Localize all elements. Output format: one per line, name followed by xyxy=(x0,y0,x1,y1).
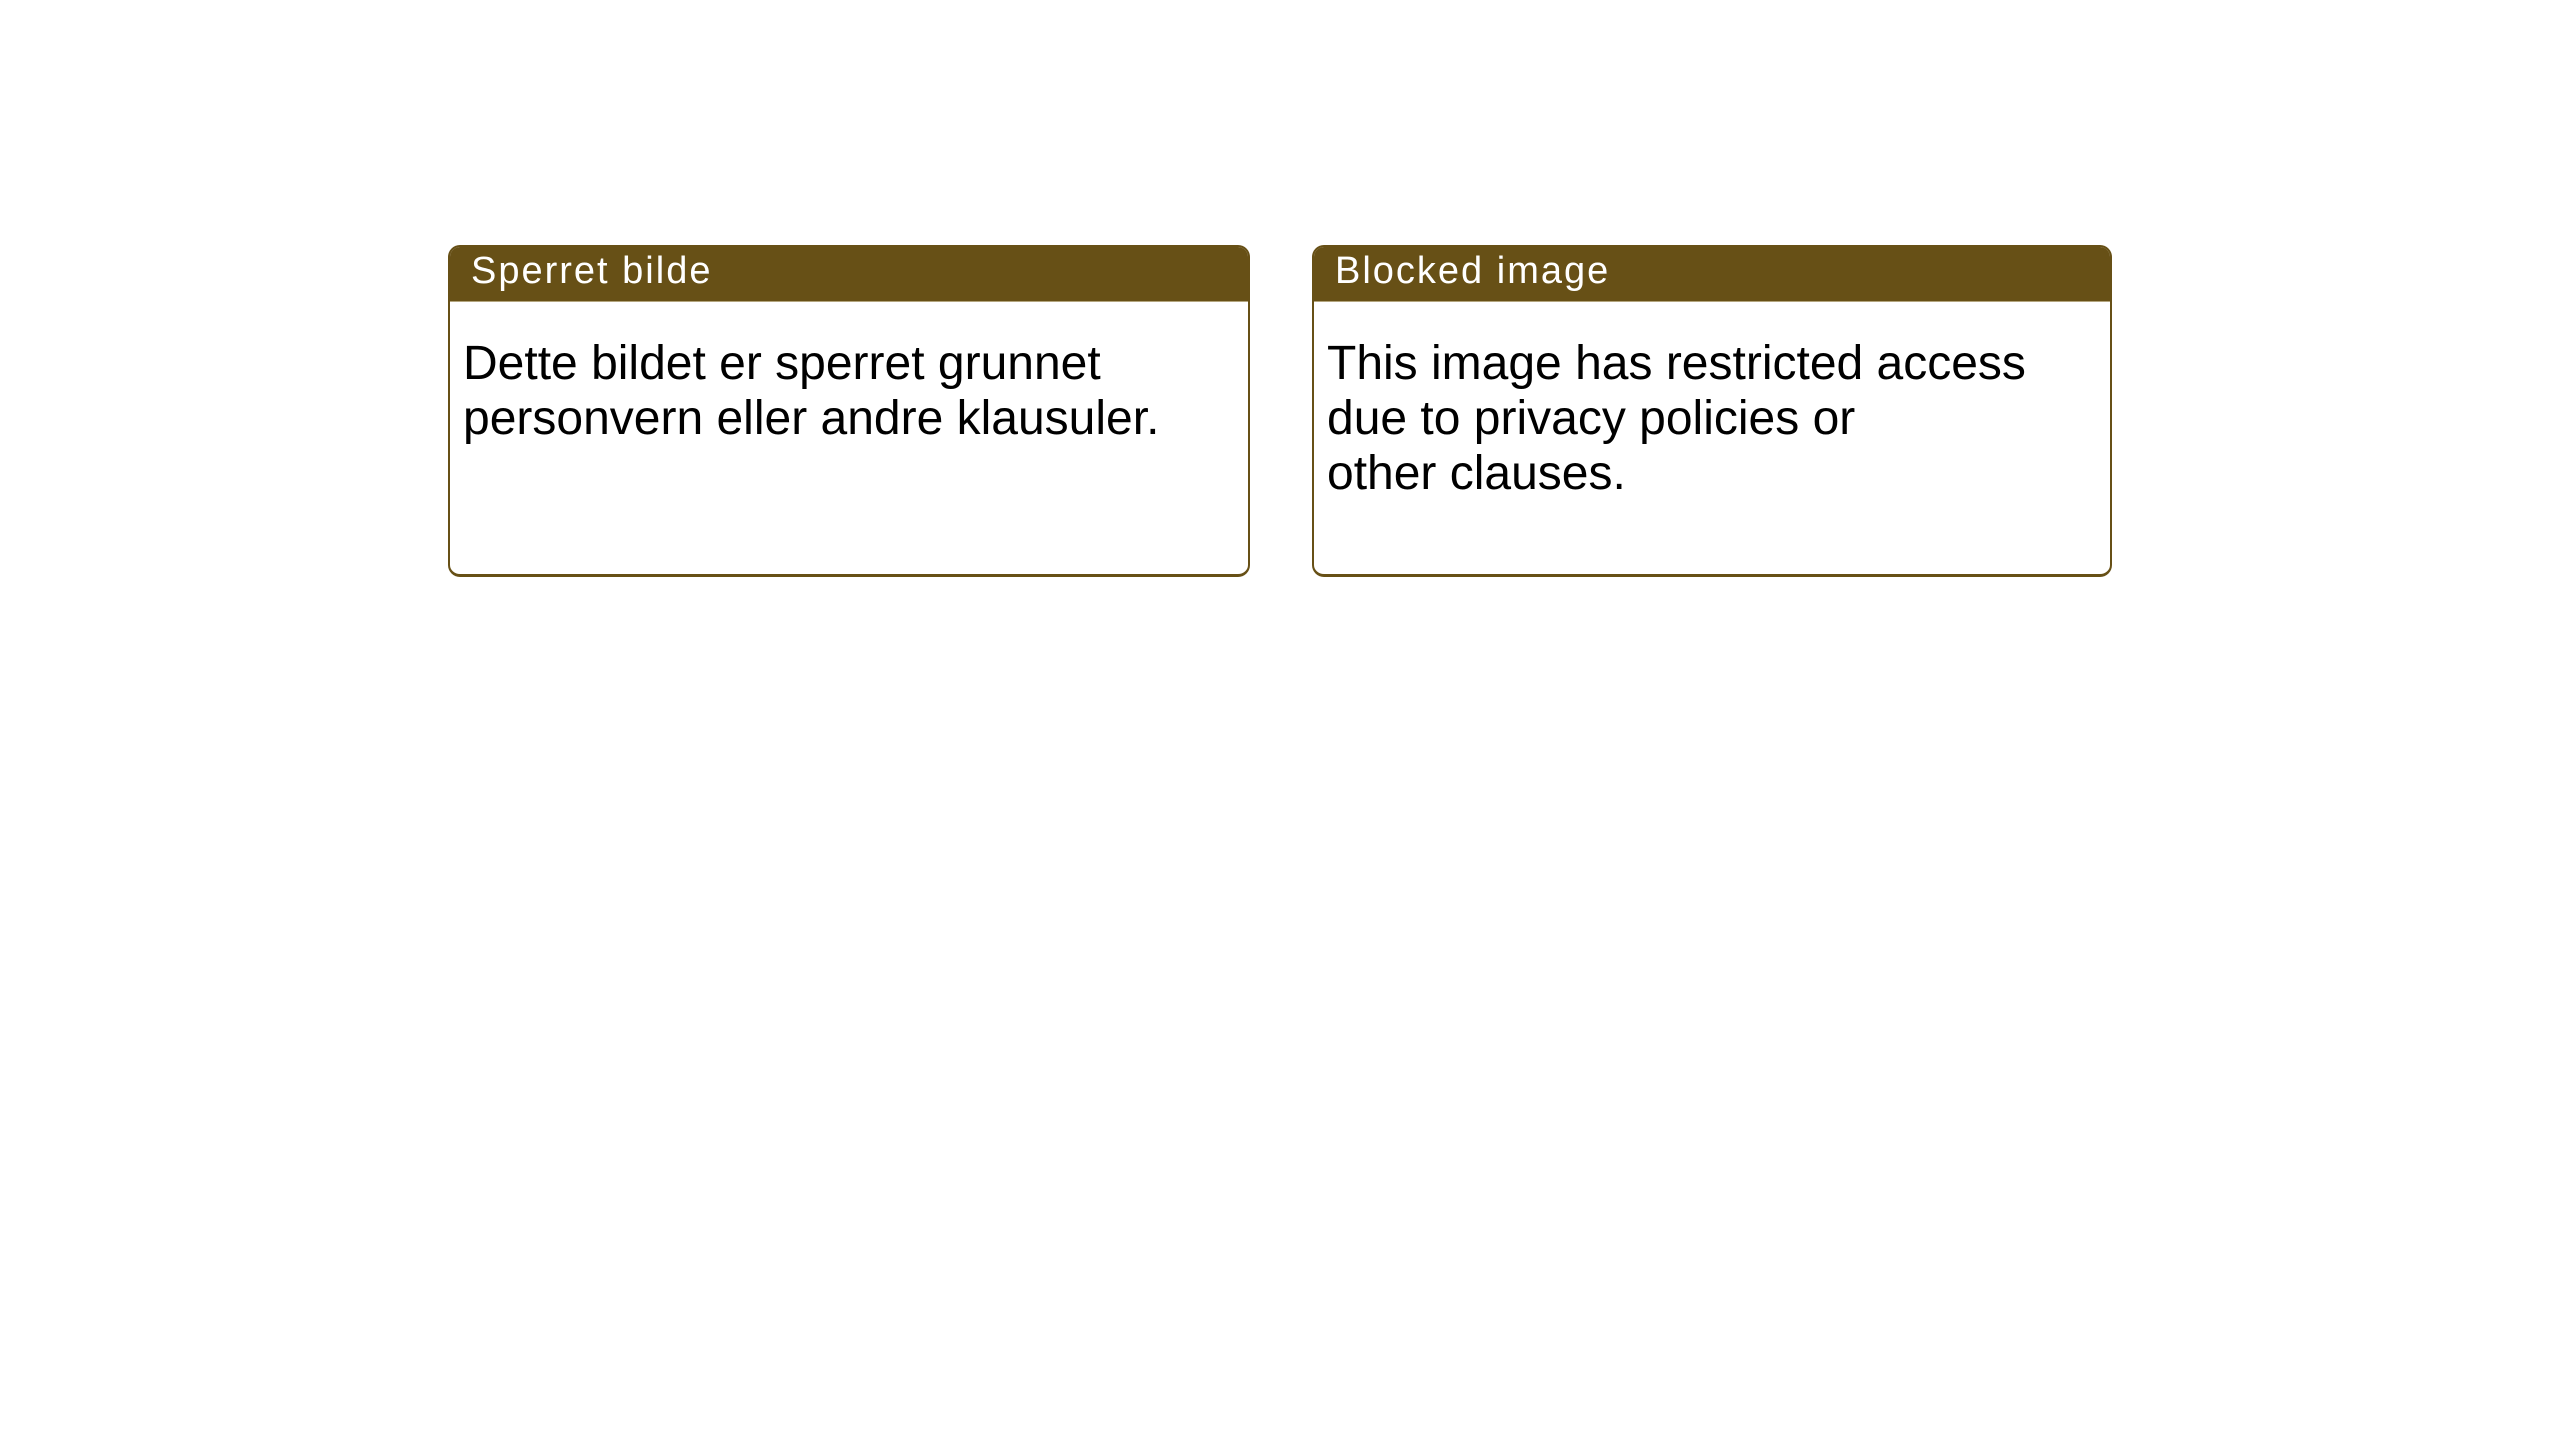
blocked-image-notice-card-english xyxy=(1312,245,2112,577)
blocked-image-notice-card-norwegian xyxy=(448,245,1250,577)
card-header xyxy=(1314,247,2110,302)
body-text-line: Dette bildet er sperret grunnet xyxy=(463,337,1101,390)
body-text-line: other clauses. xyxy=(1327,447,1626,500)
body-text-line: personvern eller andre klausuler. xyxy=(463,392,1160,445)
card-header xyxy=(450,247,1248,302)
card-title: Sperret bilde xyxy=(471,250,713,292)
body-text-line: This image has restricted access xyxy=(1327,337,2026,390)
card-title: Blocked image xyxy=(1335,250,1611,292)
body-text-line: due to privacy policies or xyxy=(1327,392,1856,445)
card-body xyxy=(1314,302,2110,501)
card-body xyxy=(450,302,1248,446)
